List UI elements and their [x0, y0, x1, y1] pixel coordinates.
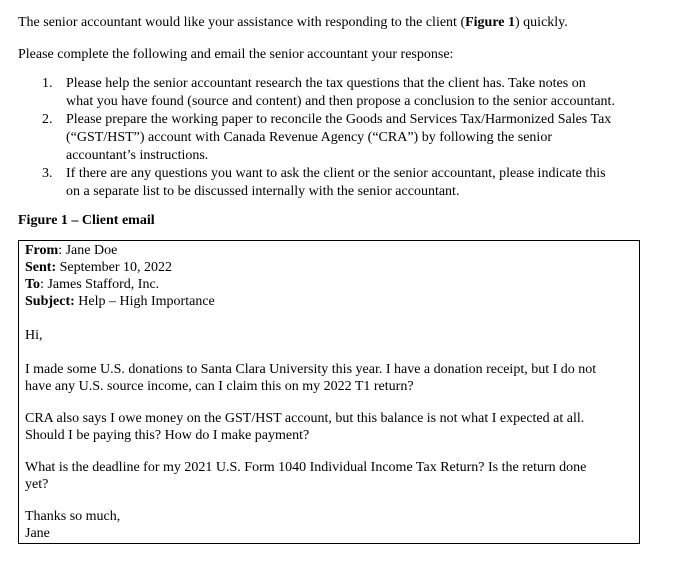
email-body-line: What is the deadline for my 2021 U.S. Form 1040 Individual Income Tax Return? Is the return done	[25, 460, 587, 475]
email-closing: Thanks so much,	[25, 509, 121, 524]
task-number: 3.	[42, 166, 53, 181]
spacer	[25, 395, 639, 410]
spacer	[25, 344, 639, 361]
email-from-label: From	[25, 243, 59, 258]
email-from-line	[25, 242, 639, 259]
task-text-line: (“GST/HST”) account with Canada Revenue Agency (“CRA”) by following the senior	[66, 130, 552, 145]
task-number: 2.	[42, 112, 53, 127]
email-sent-label: Sent:	[25, 260, 57, 275]
task-item	[18, 75, 658, 111]
task-item	[18, 111, 658, 165]
intro-line-1-prefix: The senior accountant would like your assistance with responding to the client (	[18, 15, 466, 30]
client-email-box	[18, 240, 640, 544]
email-from-value: : Jane Doe	[58, 243, 118, 258]
task-text-line: Please prepare the working paper to reconcile the Goods and Services Tax/Harmonized Sales Tax	[66, 112, 612, 127]
email-body-line: have any U.S. source income, can I claim this on my 2022 T1 return?	[25, 379, 414, 394]
task-item	[18, 165, 658, 201]
email-greeting: Hi,	[25, 328, 43, 343]
email-signature: Jane	[25, 526, 50, 541]
email-to-value: : James Stafford, Inc.	[40, 277, 160, 292]
email-subject-line	[25, 293, 639, 310]
email-body-line: CRA also says I owe money on the GST/HST account, but this balance is not what I expected at all.	[25, 411, 585, 426]
email-body-line: yet?	[25, 477, 49, 492]
task-list	[18, 75, 658, 201]
intro-line-1	[18, 14, 668, 32]
email-sent-value: September 10, 2022	[56, 260, 172, 275]
email-sent-line	[25, 259, 639, 276]
email-to-label: To	[25, 277, 41, 292]
email-subject-value: Help – High Importance	[74, 294, 215, 309]
task-text-line: accountant’s instructions.	[66, 148, 209, 163]
task-text-line: Please help the senior accountant research the tax questions that the client has. Take notes on	[66, 76, 586, 91]
email-subject-label: Subject:	[25, 294, 75, 309]
task-text-line: what you have found (source and content) and then propose a conclusion to the senior accountant.	[66, 94, 615, 109]
email-to-line	[25, 276, 639, 293]
intro-line-2: Please complete the following and email the senior accountant your response:	[18, 47, 454, 62]
task-text-line: If there are any questions you want to ask the client or the senior accountant, please indicate this	[66, 166, 606, 181]
spacer	[25, 310, 639, 327]
email-body-line: Should I be paying this? How do I make payment?	[25, 428, 310, 443]
figure-reference: Figure 1	[465, 15, 516, 30]
intro-line-1-suffix: ) quickly.	[515, 15, 568, 30]
spacer	[25, 444, 639, 459]
task-text-line: on a separate list to be discussed internally with the senior accountant.	[66, 184, 460, 199]
figure-title: Figure 1 – Client email	[18, 213, 155, 228]
task-number: 1.	[42, 76, 53, 91]
spacer	[25, 493, 639, 508]
email-body-line: I made some U.S. donations to Santa Clara University this year. I have a donation receipt, but I do not	[25, 362, 597, 377]
